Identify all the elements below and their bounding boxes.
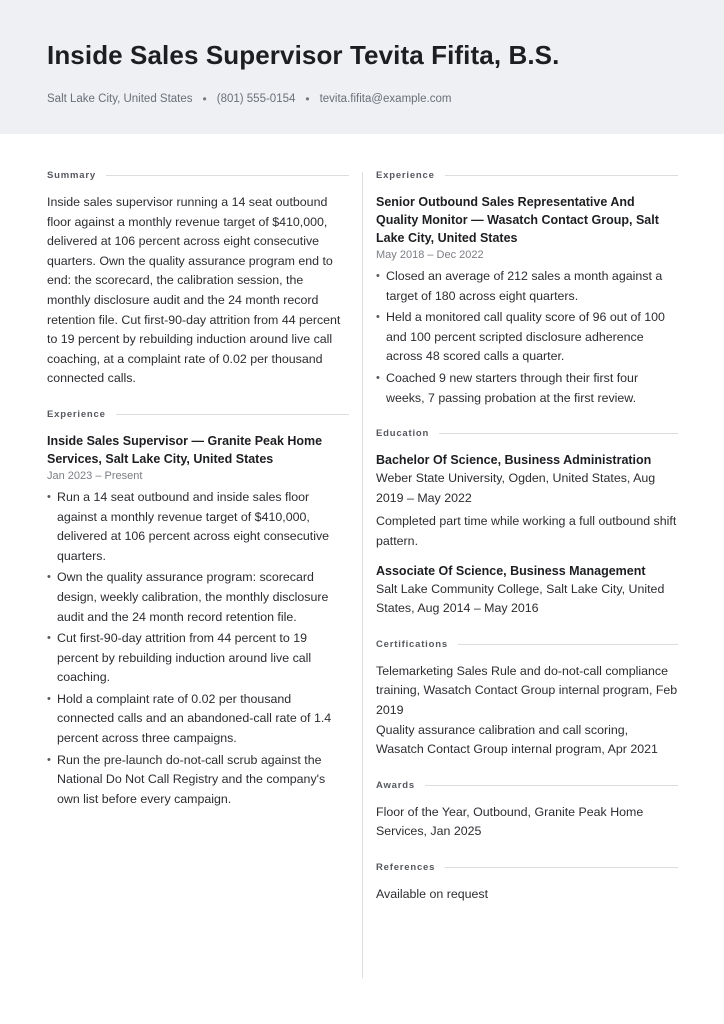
- degree-note: Completed part time while working a full outbound shift pattern.: [376, 514, 677, 548]
- section-heading: [376, 639, 678, 650]
- section-heading: [376, 428, 678, 439]
- awards-section: [376, 780, 678, 842]
- heading-rule: [106, 175, 349, 176]
- degree-detail: Weber State University, Ogden, United States, Aug 2019 – May 2022: [376, 471, 656, 505]
- education-section: [376, 428, 678, 619]
- bullet-item: • Cut first-90-day attrition from 44 percent to 19 percent by rebuilding induction around live call coaching.: [47, 629, 349, 688]
- bullet-item: • Coached 9 new starters through their first four weeks, 7 passing probation at the first review.: [376, 369, 678, 408]
- left-column: [47, 170, 349, 829]
- education-item: [376, 562, 678, 619]
- degree-detail: Salt Lake Community College, Salt Lake City, United States, Aug 2014 – May 2016: [376, 581, 665, 616]
- job-dates: Jan 2023 – Present: [47, 469, 143, 482]
- job-title: Inside Sales Supervisor — Granite Peak Home Services, Salt Lake City, United States: [47, 433, 323, 466]
- separator-dot: •: [202, 92, 207, 106]
- job-dates: May 2018 – Dec 2022: [376, 249, 484, 261]
- section-heading: [376, 170, 678, 181]
- phone-text: (801) 555-0154: [216, 93, 296, 105]
- degree-title: Bachelor Of Science, Business Administration: [376, 453, 652, 468]
- education-heading: Education: [376, 428, 430, 440]
- summary-text: Inside sales supervisor running a 14 seat outbound floor against a monthly revenue target of $410,000, delivered at 106 percent across eight consecutive quarters. Own the quality assurance program end to end: the scorecard, the calibration session, the monthly disclosure audit and the 24 month record retention file. Cut first-90-day attrition from 44 percent to 19 percent by rebuilding induction around live call coaching, at a complaint rate of 0.02 per thousand connected calls.: [47, 195, 341, 386]
- column-divider: [362, 172, 363, 978]
- certification-item: Quality assurance calibration and call scoring, Wasatch Contact Group internal program, Apr 2021: [376, 722, 658, 757]
- section-heading: [376, 780, 678, 791]
- email-text: tevita.fifita@example.com: [319, 93, 452, 105]
- references-heading: References: [376, 861, 436, 873]
- certifications-section: [376, 639, 678, 760]
- job-bullets: [376, 267, 678, 408]
- experience-heading: Experience: [376, 170, 435, 181]
- experience-section-left: [47, 409, 349, 810]
- bullet-item: • Held a monitored call quality score of 96 out of 100 and 100 percent scripted disclosure adherence across 48 scored calls a quarter.: [376, 308, 678, 367]
- bullet-item: • Run a 14 seat outbound and inside sales floor against a monthly revenue target of $410,000, delivered at 106 percent across eight consecutive quarters.: [47, 488, 349, 566]
- awards-heading: Awards: [376, 779, 415, 791]
- section-heading: [376, 862, 678, 873]
- location-text: Salt Lake City, United States: [47, 93, 193, 105]
- heading-rule: [458, 644, 678, 645]
- right-column: [376, 170, 678, 924]
- references-text: Available on request: [376, 886, 489, 901]
- job-bullets: [47, 488, 349, 810]
- separator-dot: •: [305, 92, 310, 106]
- section-heading: [47, 170, 349, 181]
- summary-section: [47, 170, 349, 389]
- experience-section-right: [376, 170, 678, 408]
- degree-title: Associate Of Science, Business Management: [376, 563, 646, 578]
- certification-item: Telemarketing Sales Rule and do-not-call compliance training, Wasatch Contact Group internal program, Feb 2019: [376, 663, 678, 717]
- bullet-item: • Run the pre-launch do-not-call scrub against the National Do Not Call Registry and the company's own list before every campaign.: [47, 751, 349, 810]
- heading-rule: [425, 785, 678, 786]
- certifications-heading: Certifications: [376, 638, 448, 650]
- heading-rule: [116, 414, 349, 415]
- heading-rule: [445, 175, 678, 176]
- bullet-item: • Hold a complaint rate of 0.02 per thousand connected calls and an abandoned-call rate of 1.4 percent across three campaigns.: [47, 690, 349, 749]
- heading-rule: [439, 433, 678, 434]
- section-heading: [47, 409, 349, 420]
- references-section: [376, 862, 678, 905]
- education-item: [376, 451, 678, 551]
- contact-line: [47, 92, 677, 106]
- award-item: Floor of the Year, Outbound, Granite Peak Home Services, Jan 2025: [376, 804, 644, 839]
- bullet-item: • Own the quality assurance program: scorecard design, weekly calibration, the monthly disclosure audit and the 24 month record retention file.: [47, 568, 349, 627]
- heading-rule: [445, 867, 678, 868]
- candidate-name: Inside Sales Supervisor Tevita Fifita, B.S.: [47, 40, 560, 70]
- summary-heading: Summary: [47, 170, 96, 181]
- bullet-item: • Closed an average of 212 sales a month against a target of 180 across eight quarters.: [376, 267, 678, 306]
- job-title: Senior Outbound Sales Representative And Quality Monitor — Wasatch Contact Group, Salt Lake City, United States: [376, 195, 659, 245]
- experience-heading: Experience: [47, 408, 106, 420]
- resume-header: [0, 0, 724, 134]
